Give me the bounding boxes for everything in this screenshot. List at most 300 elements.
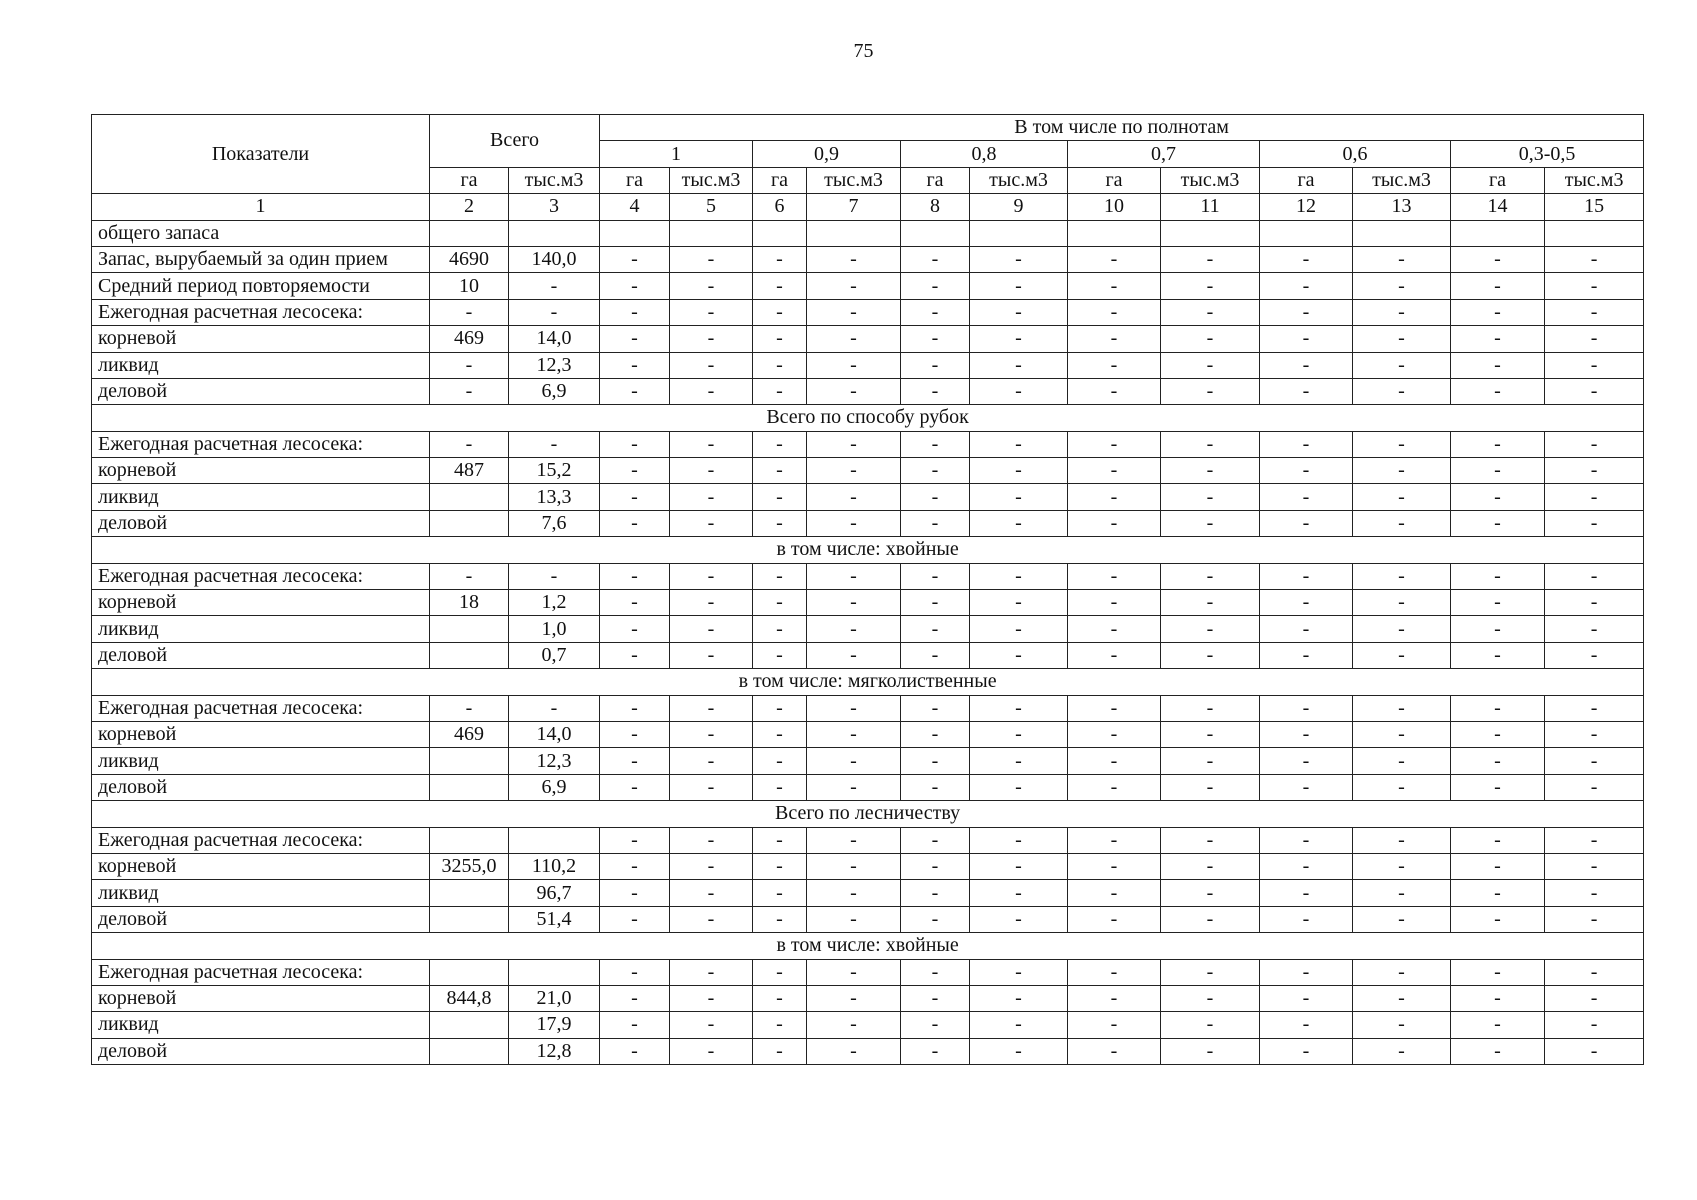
- table-cell: -: [1068, 246, 1161, 272]
- table-cell: -: [1260, 1038, 1353, 1064]
- table-cell: -: [1353, 616, 1451, 642]
- table-cell: -: [1451, 484, 1545, 510]
- section-row: [92, 537, 1644, 563]
- table-cell: -: [1353, 642, 1451, 668]
- table-cell: -: [901, 273, 970, 299]
- table-cell: -: [1068, 431, 1161, 457]
- table-cell: -: [901, 326, 970, 352]
- table-cell: -: [1161, 695, 1260, 721]
- column-number: 3: [509, 194, 600, 220]
- table-cell: 140,0: [509, 246, 600, 272]
- table-cell: -: [901, 985, 970, 1011]
- header-unit: тыс.м3: [670, 167, 753, 193]
- table-cell: -: [1161, 1038, 1260, 1064]
- table-cell: -: [970, 590, 1068, 616]
- header-unit: тыс.м3: [509, 167, 600, 193]
- table-cell: -: [1353, 959, 1451, 985]
- table-cell: -: [1260, 590, 1353, 616]
- row-label: Ежегодная расчетная лесосека:: [92, 827, 430, 853]
- table-cell: -: [970, 748, 1068, 774]
- table-cell: -: [807, 1012, 901, 1038]
- table-cell: [430, 642, 509, 668]
- table-cell: -: [970, 378, 1068, 404]
- table-cell: -: [1161, 616, 1260, 642]
- row-label: Ежегодная расчетная лесосека:: [92, 563, 430, 589]
- column-number: 6: [753, 194, 807, 220]
- table-row: [92, 774, 1644, 800]
- table-cell: 10: [430, 273, 509, 299]
- table-cell: [430, 510, 509, 536]
- table-cell: -: [1260, 695, 1353, 721]
- table-cell: -: [1068, 853, 1161, 879]
- table-cell: -: [807, 563, 901, 589]
- table-cell: -: [1451, 378, 1545, 404]
- table-cell: 469: [430, 326, 509, 352]
- table-cell: -: [753, 748, 807, 774]
- table-cell: -: [901, 774, 970, 800]
- table-row: [92, 378, 1644, 404]
- table-cell: -: [753, 1038, 807, 1064]
- table-cell: -: [1260, 880, 1353, 906]
- table-cell: -: [600, 326, 670, 352]
- header-unit: га: [1260, 167, 1353, 193]
- table-cell: -: [600, 431, 670, 457]
- table-cell: -: [670, 774, 753, 800]
- table-cell: -: [1451, 326, 1545, 352]
- table-cell: -: [670, 695, 753, 721]
- table-cell: -: [807, 985, 901, 1011]
- table-cell: -: [1451, 880, 1545, 906]
- table-cell: -: [1353, 880, 1451, 906]
- table-cell: -: [970, 1012, 1068, 1038]
- table-cell: -: [970, 827, 1068, 853]
- row-label: корневой: [92, 590, 430, 616]
- table-cell: -: [753, 431, 807, 457]
- table-cell: -: [1545, 484, 1644, 510]
- column-number: 1: [92, 194, 430, 220]
- table-cell: -: [1353, 985, 1451, 1011]
- table-cell: -: [600, 880, 670, 906]
- table-cell: -: [1451, 299, 1545, 325]
- header-unit: тыс.м3: [1545, 167, 1644, 193]
- table-cell: 6,9: [509, 774, 600, 800]
- table-row: [92, 695, 1644, 721]
- table-cell: -: [1353, 484, 1451, 510]
- row-label: корневой: [92, 721, 430, 747]
- table-cell: -: [901, 352, 970, 378]
- table-cell: -: [1545, 1038, 1644, 1064]
- table-cell: [430, 1012, 509, 1038]
- table-row: [92, 299, 1644, 325]
- row-label: Ежегодная расчетная лесосека:: [92, 959, 430, 985]
- table-cell: [901, 220, 970, 246]
- table-cell: [430, 774, 509, 800]
- table-cell: -: [1068, 458, 1161, 484]
- table-cell: -: [1260, 431, 1353, 457]
- table-cell: -: [670, 721, 753, 747]
- table-cell: -: [1161, 853, 1260, 879]
- table-cell: -: [1353, 774, 1451, 800]
- section-row: [92, 933, 1644, 959]
- table-cell: -: [1161, 299, 1260, 325]
- table-cell: -: [600, 721, 670, 747]
- table-cell: -: [600, 985, 670, 1011]
- row-label: корневой: [92, 853, 430, 879]
- table-cell: -: [1545, 906, 1644, 932]
- column-number: 11: [1161, 194, 1260, 220]
- table-row: [92, 458, 1644, 484]
- table-cell: -: [970, 273, 1068, 299]
- table-cell: -: [753, 959, 807, 985]
- section-title: в том числе: хвойные: [92, 933, 1644, 959]
- header-total: Всего: [430, 115, 600, 168]
- table-cell: -: [600, 563, 670, 589]
- table-cell: -: [1260, 748, 1353, 774]
- table-cell: -: [1545, 563, 1644, 589]
- table-cell: -: [807, 378, 901, 404]
- table-row: [92, 853, 1644, 879]
- table-cell: -: [807, 616, 901, 642]
- table-cell: -: [1353, 352, 1451, 378]
- table-row: [92, 748, 1644, 774]
- table-row: [92, 273, 1644, 299]
- table-cell: -: [1068, 748, 1161, 774]
- table-cell: -: [600, 299, 670, 325]
- table-cell: -: [1161, 510, 1260, 536]
- table-cell: -: [1161, 906, 1260, 932]
- table-cell: -: [970, 695, 1068, 721]
- table-cell: -: [753, 273, 807, 299]
- column-number: 7: [807, 194, 901, 220]
- table-cell: -: [670, 827, 753, 853]
- row-label: Запас, вырубаемый за один прием: [92, 246, 430, 272]
- table-cell: -: [901, 590, 970, 616]
- table-cell: -: [1451, 642, 1545, 668]
- header-unit: га: [901, 167, 970, 193]
- table-cell: -: [1260, 299, 1353, 325]
- table-cell: -: [1545, 1012, 1644, 1038]
- table-cell: -: [1545, 299, 1644, 325]
- table-cell: -: [970, 906, 1068, 932]
- table-cell: -: [1260, 616, 1353, 642]
- table-cell: -: [807, 880, 901, 906]
- table-cell: -: [970, 853, 1068, 879]
- table-cell: -: [1545, 326, 1644, 352]
- table-cell: -: [1260, 246, 1353, 272]
- table-cell: -: [807, 906, 901, 932]
- table-cell: -: [600, 378, 670, 404]
- header-unit: га: [600, 167, 670, 193]
- table-cell: -: [807, 642, 901, 668]
- header-density: 0,6: [1260, 141, 1451, 167]
- table-cell: -: [509, 431, 600, 457]
- row-label: общего запаса: [92, 220, 430, 246]
- table-cell: -: [1451, 959, 1545, 985]
- table-cell: -: [970, 431, 1068, 457]
- table-cell: -: [1353, 906, 1451, 932]
- table-cell: -: [1068, 510, 1161, 536]
- header-density: 0,7: [1068, 141, 1260, 167]
- table-cell: 3255,0: [430, 853, 509, 879]
- table-row: [92, 484, 1644, 510]
- table-cell: -: [1068, 985, 1161, 1011]
- header-unit: тыс.м3: [1353, 167, 1451, 193]
- table-cell: [509, 827, 600, 853]
- table-cell: -: [753, 484, 807, 510]
- table-cell: 1,2: [509, 590, 600, 616]
- table-cell: -: [970, 484, 1068, 510]
- table-cell: -: [1353, 431, 1451, 457]
- column-number: 5: [670, 194, 753, 220]
- row-label: ликвид: [92, 352, 430, 378]
- table-row: [92, 880, 1644, 906]
- column-number: 15: [1545, 194, 1644, 220]
- table-cell: 0,7: [509, 642, 600, 668]
- table-row: [92, 959, 1644, 985]
- table-row: [92, 431, 1644, 457]
- table-cell: -: [1353, 748, 1451, 774]
- table-cell: [753, 220, 807, 246]
- table-cell: -: [1545, 959, 1644, 985]
- table-cell: -: [753, 827, 807, 853]
- table-cell: -: [1451, 458, 1545, 484]
- table-cell: -: [1451, 1038, 1545, 1064]
- table-cell: -: [1353, 378, 1451, 404]
- table-cell: 51,4: [509, 906, 600, 932]
- table-cell: -: [970, 985, 1068, 1011]
- table-cell: -: [1545, 642, 1644, 668]
- table-cell: -: [1161, 959, 1260, 985]
- table-cell: -: [670, 273, 753, 299]
- table-cell: -: [1068, 906, 1161, 932]
- table-cell: -: [901, 563, 970, 589]
- table-cell: -: [1260, 378, 1353, 404]
- header-density: 0,8: [901, 141, 1068, 167]
- table-cell: -: [753, 985, 807, 1011]
- table-cell: -: [1260, 827, 1353, 853]
- table-cell: 12,3: [509, 352, 600, 378]
- column-number-row: [92, 194, 1644, 220]
- table-cell: -: [1161, 774, 1260, 800]
- table-cell: -: [600, 695, 670, 721]
- table-cell: -: [1545, 590, 1644, 616]
- row-label: ликвид: [92, 616, 430, 642]
- table-cell: -: [1451, 590, 1545, 616]
- table-cell: -: [670, 1012, 753, 1038]
- table-cell: [509, 220, 600, 246]
- table-cell: -: [1353, 695, 1451, 721]
- table-cell: -: [1260, 721, 1353, 747]
- table-cell: -: [807, 431, 901, 457]
- row-label: ликвид: [92, 484, 430, 510]
- table-cell: [430, 880, 509, 906]
- table-cell: -: [970, 458, 1068, 484]
- table-cell: -: [1161, 326, 1260, 352]
- column-number: 10: [1068, 194, 1161, 220]
- table-cell: -: [670, 378, 753, 404]
- table-cell: -: [1068, 484, 1161, 510]
- table-cell: -: [901, 299, 970, 325]
- table-cell: -: [1161, 880, 1260, 906]
- table-cell: -: [600, 642, 670, 668]
- table-cell: -: [807, 458, 901, 484]
- table-cell: -: [670, 959, 753, 985]
- table-cell: 110,2: [509, 853, 600, 879]
- table-cell: -: [1545, 721, 1644, 747]
- table-cell: -: [670, 906, 753, 932]
- table-cell: -: [901, 880, 970, 906]
- table-cell: [430, 827, 509, 853]
- table-cell: -: [600, 959, 670, 985]
- table-cell: -: [670, 299, 753, 325]
- table-cell: -: [670, 748, 753, 774]
- table-cell: -: [1161, 590, 1260, 616]
- page-number: 75: [853, 40, 874, 62]
- table-cell: -: [1161, 748, 1260, 774]
- table-cell: -: [509, 563, 600, 589]
- table-cell: -: [430, 563, 509, 589]
- table-cell: -: [670, 326, 753, 352]
- table-cell: 1,0: [509, 616, 600, 642]
- table-cell: -: [807, 1038, 901, 1064]
- table-cell: -: [753, 378, 807, 404]
- table-cell: -: [670, 985, 753, 1011]
- row-label: Ежегодная расчетная лесосека:: [92, 299, 430, 325]
- table-row: [92, 220, 1644, 246]
- table-cell: -: [1068, 959, 1161, 985]
- table-cell: -: [753, 853, 807, 879]
- row-label: Средний период повторяемости: [92, 273, 430, 299]
- table-cell: -: [901, 642, 970, 668]
- header-unit: тыс.м3: [970, 167, 1068, 193]
- table-cell: 14,0: [509, 326, 600, 352]
- section-title: Всего по способу рубок: [92, 405, 1644, 431]
- table-cell: -: [753, 695, 807, 721]
- table-cell: -: [600, 748, 670, 774]
- table-cell: -: [1353, 827, 1451, 853]
- table-cell: -: [970, 352, 1068, 378]
- table-cell: -: [1545, 273, 1644, 299]
- table-cell: -: [1068, 273, 1161, 299]
- table-cell: -: [901, 748, 970, 774]
- table-cell: -: [1353, 590, 1451, 616]
- table-cell: -: [753, 906, 807, 932]
- row-label: ликвид: [92, 748, 430, 774]
- table-row: [92, 246, 1644, 272]
- table-cell: -: [1353, 853, 1451, 879]
- table-cell: -: [753, 510, 807, 536]
- table-cell: -: [1353, 510, 1451, 536]
- row-label: деловой: [92, 906, 430, 932]
- table-cell: -: [807, 246, 901, 272]
- table-cell: -: [600, 590, 670, 616]
- table-cell: -: [1161, 246, 1260, 272]
- table-cell: [670, 220, 753, 246]
- table-cell: -: [1545, 352, 1644, 378]
- table-cell: -: [753, 880, 807, 906]
- table-cell: 7,6: [509, 510, 600, 536]
- table-cell: -: [1451, 563, 1545, 589]
- table-cell: -: [807, 484, 901, 510]
- table-cell: [1161, 220, 1260, 246]
- table-cell: -: [670, 563, 753, 589]
- table-cell: -: [1068, 721, 1161, 747]
- table-cell: -: [1545, 510, 1644, 536]
- table-cell: -: [1161, 563, 1260, 589]
- table-cell: -: [970, 1038, 1068, 1064]
- table-cell: -: [970, 563, 1068, 589]
- table-cell: -: [430, 299, 509, 325]
- table-cell: -: [670, 590, 753, 616]
- table-cell: -: [807, 273, 901, 299]
- table-cell: -: [1451, 985, 1545, 1011]
- table-row: [92, 510, 1644, 536]
- table-cell: -: [753, 458, 807, 484]
- table-cell: -: [430, 695, 509, 721]
- table-cell: -: [1451, 721, 1545, 747]
- table-cell: -: [1260, 985, 1353, 1011]
- table-cell: -: [1260, 352, 1353, 378]
- header-unit: га: [1451, 167, 1545, 193]
- table-cell: -: [600, 273, 670, 299]
- table-row: [92, 563, 1644, 589]
- table-cell: -: [807, 748, 901, 774]
- section-row: [92, 405, 1644, 431]
- table-cell: -: [1161, 273, 1260, 299]
- table-cell: -: [1161, 484, 1260, 510]
- table-cell: [600, 220, 670, 246]
- table-cell: -: [670, 431, 753, 457]
- table-cell: -: [901, 378, 970, 404]
- table-cell: -: [1068, 616, 1161, 642]
- table-cell: -: [670, 510, 753, 536]
- table-cell: -: [901, 959, 970, 985]
- table-cell: -: [753, 299, 807, 325]
- table-cell: -: [807, 853, 901, 879]
- table-cell: [1068, 220, 1161, 246]
- table-cell: -: [1451, 510, 1545, 536]
- table-cell: -: [1451, 906, 1545, 932]
- table-cell: [509, 959, 600, 985]
- table-cell: -: [1260, 326, 1353, 352]
- table-cell: -: [1068, 695, 1161, 721]
- table-cell: -: [970, 299, 1068, 325]
- table-cell: [807, 220, 901, 246]
- table-cell: -: [1353, 299, 1451, 325]
- table-cell: -: [1068, 774, 1161, 800]
- header-density: 0,3-0,5: [1451, 141, 1644, 167]
- table-row: [92, 326, 1644, 352]
- table-cell: -: [901, 695, 970, 721]
- table-cell: -: [670, 246, 753, 272]
- table-cell: -: [670, 1038, 753, 1064]
- table-cell: -: [600, 616, 670, 642]
- table-cell: -: [901, 616, 970, 642]
- header-density: 1: [600, 141, 753, 167]
- row-label: корневой: [92, 458, 430, 484]
- table-cell: -: [600, 510, 670, 536]
- table-cell: -: [901, 431, 970, 457]
- row-label: корневой: [92, 985, 430, 1011]
- table-cell: -: [901, 510, 970, 536]
- header-unit: тыс.м3: [807, 167, 901, 193]
- table-cell: -: [430, 378, 509, 404]
- table-cell: -: [807, 326, 901, 352]
- table-cell: 18: [430, 590, 509, 616]
- table-cell: -: [970, 616, 1068, 642]
- table-cell: -: [1260, 774, 1353, 800]
- table-cell: -: [600, 484, 670, 510]
